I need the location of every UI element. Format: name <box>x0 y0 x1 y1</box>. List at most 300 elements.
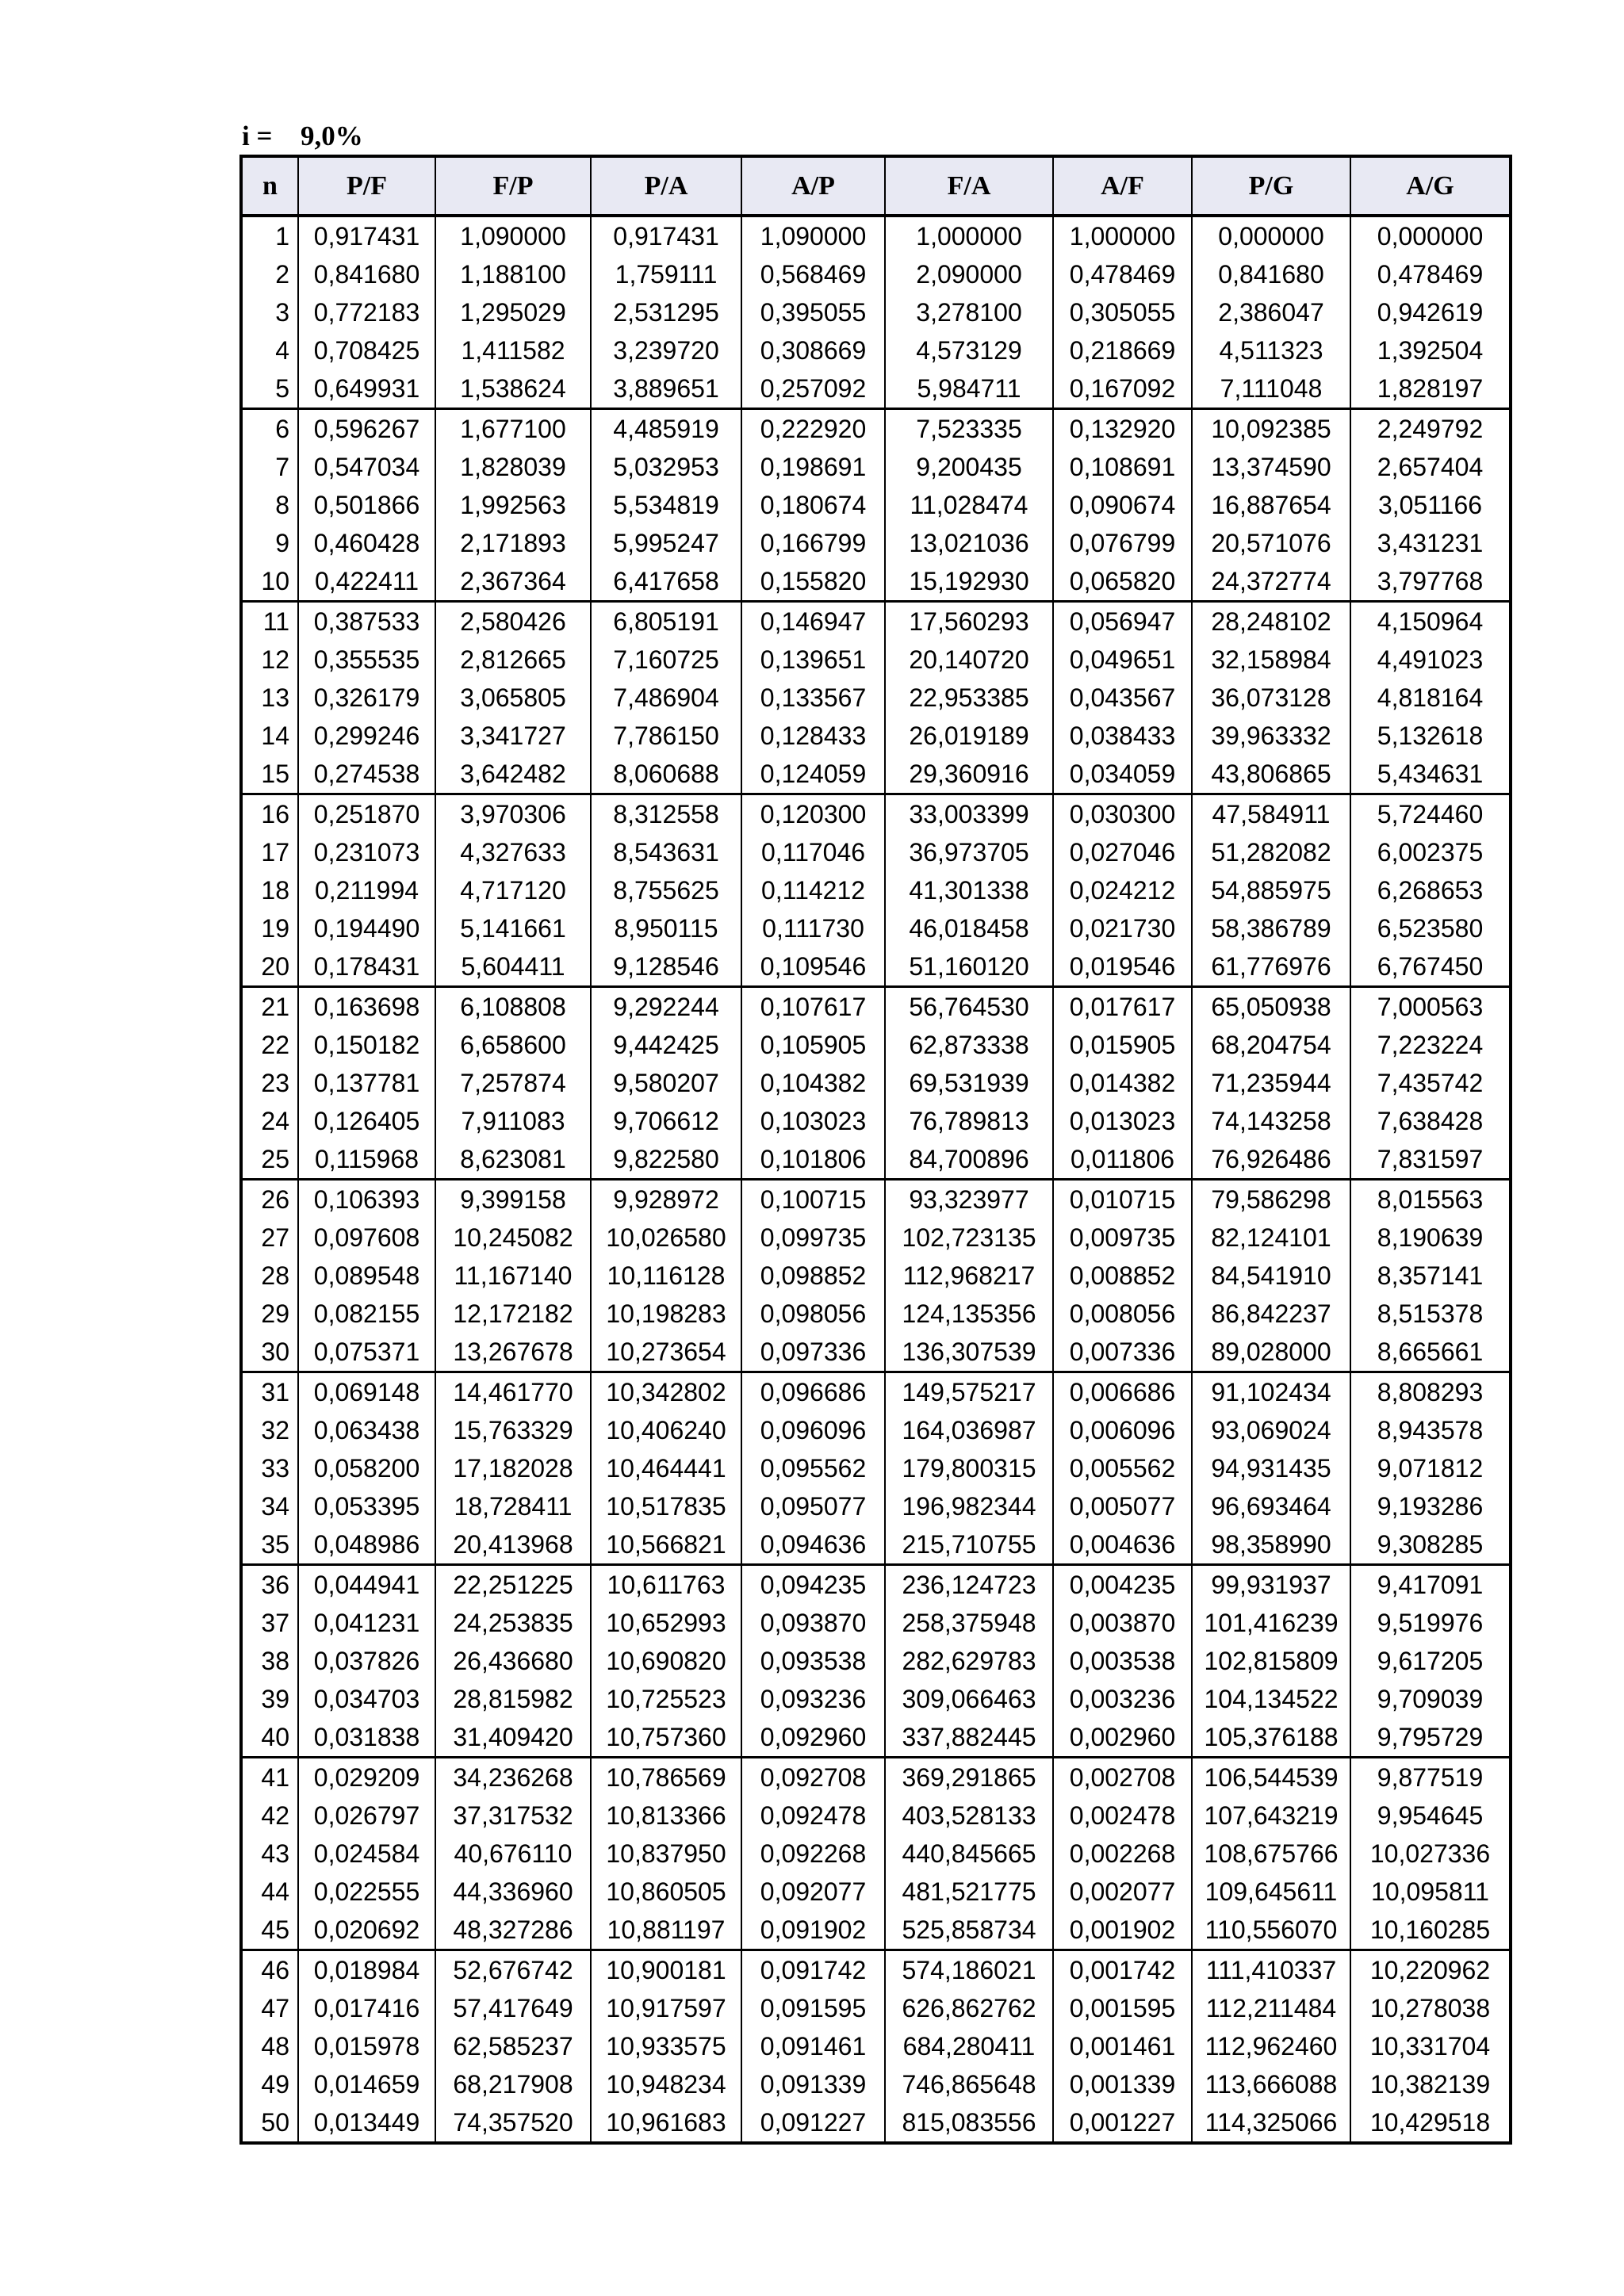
table-cell: 258,375948 <box>885 1604 1053 1642</box>
table-cell: 8,060688 <box>591 755 741 794</box>
table-cell: 10,245082 <box>435 1219 591 1257</box>
table-cell: 9,822580 <box>591 1140 741 1180</box>
table-cell: 0,568469 <box>741 255 885 293</box>
table-cell: 9,795729 <box>1350 1718 1511 1758</box>
table-cell: 9,580207 <box>591 1064 741 1102</box>
table-row <box>241 331 1511 369</box>
table-cell: 10,517835 <box>591 1487 741 1525</box>
table-cell-n: 20 <box>241 947 298 987</box>
table-cell: 84,700896 <box>885 1140 1053 1180</box>
table-cell: 0,478469 <box>1350 255 1511 293</box>
table-row <box>241 2027 1511 2065</box>
table-row <box>241 486 1511 524</box>
table-cell: 2,657404 <box>1350 448 1511 486</box>
table-cell: 108,675766 <box>1192 1835 1350 1873</box>
table-cell: 13,267678 <box>435 1333 591 1372</box>
table-cell: 0,163698 <box>298 987 435 1027</box>
table-cell: 0,001902 <box>1053 1911 1192 1950</box>
table-row <box>241 755 1511 794</box>
table-cell: 0,013023 <box>1053 1102 1192 1140</box>
table-row <box>241 602 1511 641</box>
table-cell: 9,399158 <box>435 1180 591 1219</box>
table-cell: 0,020692 <box>298 1911 435 1950</box>
table-row <box>241 409 1511 449</box>
table-cell: 0,029209 <box>298 1758 435 1797</box>
table-cell: 3,065805 <box>435 679 591 717</box>
table-cell: 10,429518 <box>1350 2103 1511 2143</box>
table-row <box>241 833 1511 871</box>
table-cell-n: 43 <box>241 1835 298 1873</box>
table-cell: 2,090000 <box>885 255 1053 293</box>
table-cell: 109,645611 <box>1192 1873 1350 1911</box>
table-cell: 0,099735 <box>741 1219 885 1257</box>
table-row <box>241 255 1511 293</box>
table-cell: 4,491023 <box>1350 641 1511 679</box>
table-cell: 0,011806 <box>1053 1140 1192 1180</box>
table-cell: 0,024212 <box>1053 871 1192 909</box>
table-row <box>241 1642 1511 1680</box>
table-cell: 10,948234 <box>591 2065 741 2103</box>
table-cell: 8,623081 <box>435 1140 591 1180</box>
table-cell: 94,931435 <box>1192 1449 1350 1487</box>
column-header-n: n <box>241 156 298 216</box>
table-cell: 10,220962 <box>1350 1950 1511 1990</box>
table-cell: 0,111730 <box>741 909 885 947</box>
table-cell: 0,091742 <box>741 1950 885 1990</box>
table-cell-n: 23 <box>241 1064 298 1102</box>
table-cell: 112,962460 <box>1192 2027 1350 2065</box>
table-row <box>241 1873 1511 1911</box>
table-cell: 20,571076 <box>1192 524 1350 562</box>
table-cell: 0,092077 <box>741 1873 885 1911</box>
table-row <box>241 1064 1511 1102</box>
table-row <box>241 1989 1511 2027</box>
table-cell: 10,757360 <box>591 1718 741 1758</box>
table-cell: 10,198283 <box>591 1295 741 1333</box>
table-cell: 0,133567 <box>741 679 885 717</box>
table-cell: 0,841680 <box>298 255 435 293</box>
table-cell: 0,041231 <box>298 1604 435 1642</box>
table-cell: 0,150182 <box>298 1026 435 1064</box>
table-cell: 0,139651 <box>741 641 885 679</box>
table-cell: 86,842237 <box>1192 1295 1350 1333</box>
table-row <box>241 717 1511 755</box>
table-cell: 96,693464 <box>1192 1487 1350 1525</box>
table-cell: 0,092708 <box>741 1758 885 1797</box>
table-cell: 1,677100 <box>435 409 591 449</box>
table-cell: 0,649931 <box>298 369 435 409</box>
table-cell: 29,360916 <box>885 755 1053 794</box>
table-cell: 10,092385 <box>1192 409 1350 449</box>
table-header-row <box>241 156 1511 216</box>
table-cell-n: 22 <box>241 1026 298 1064</box>
table-cell: 113,666088 <box>1192 2065 1350 2103</box>
table-cell: 26,436680 <box>435 1642 591 1680</box>
table-cell: 0,043567 <box>1053 679 1192 717</box>
table-cell: 62,873338 <box>885 1026 1053 1064</box>
table-cell-n: 12 <box>241 641 298 679</box>
table-cell: 10,961683 <box>591 2103 741 2143</box>
table-cell: 2,531295 <box>591 293 741 331</box>
table-cell-n: 38 <box>241 1642 298 1680</box>
table-cell: 7,000563 <box>1350 987 1511 1027</box>
interest-rate-label: i = <box>242 121 273 151</box>
table-cell: 68,204754 <box>1192 1026 1350 1064</box>
table-row <box>241 1180 1511 1219</box>
table-cell: 17,182028 <box>435 1449 591 1487</box>
table-cell: 0,007336 <box>1053 1333 1192 1372</box>
table-cell: 5,995247 <box>591 524 741 562</box>
table-cell: 0,231073 <box>298 833 435 871</box>
table-cell-n: 18 <box>241 871 298 909</box>
table-cell-n: 19 <box>241 909 298 947</box>
table-cell: 0,044941 <box>298 1565 435 1605</box>
table-cell: 114,325066 <box>1192 2103 1350 2143</box>
table-cell: 62,585237 <box>435 2027 591 2065</box>
table-cell: 7,523335 <box>885 409 1053 449</box>
table-cell: 1,828039 <box>435 448 591 486</box>
table-cell: 0,137781 <box>298 1064 435 1102</box>
column-header-f-p: F/P <box>435 156 591 216</box>
table-cell: 481,521775 <box>885 1873 1053 1911</box>
table-cell: 0,063438 <box>298 1411 435 1449</box>
table-cell: 0,000000 <box>1350 216 1511 255</box>
table-cell: 0,008852 <box>1053 1257 1192 1295</box>
table-cell: 3,642482 <box>435 755 591 794</box>
table-cell: 0,096686 <box>741 1372 885 1412</box>
table-cell: 4,573129 <box>885 331 1053 369</box>
table-cell: 65,050938 <box>1192 987 1350 1027</box>
table-cell: 40,676110 <box>435 1835 591 1873</box>
table-cell: 6,658600 <box>435 1026 591 1064</box>
table-row <box>241 1950 1511 1990</box>
table-cell: 7,223224 <box>1350 1026 1511 1064</box>
table-cell: 3,889651 <box>591 369 741 409</box>
table-cell: 10,026580 <box>591 1219 741 1257</box>
table-cell-n: 13 <box>241 679 298 717</box>
table-cell: 4,511323 <box>1192 331 1350 369</box>
table-cell: 0,026797 <box>298 1797 435 1835</box>
table-cell: 1,090000 <box>741 216 885 255</box>
table-row <box>241 1911 1511 1950</box>
table-cell: 0,095077 <box>741 1487 885 1525</box>
table-cell: 7,831597 <box>1350 1140 1511 1180</box>
table-cell-n: 34 <box>241 1487 298 1525</box>
table-cell: 10,611763 <box>591 1565 741 1605</box>
table-cell: 7,257874 <box>435 1064 591 1102</box>
table-cell: 107,643219 <box>1192 1797 1350 1835</box>
column-header-f-a: F/A <box>885 156 1053 216</box>
table-cell: 6,417658 <box>591 562 741 602</box>
table-cell: 1,759111 <box>591 255 741 293</box>
table-cell: 0,004235 <box>1053 1565 1192 1605</box>
table-cell: 34,236268 <box>435 1758 591 1797</box>
table-cell: 0,091902 <box>741 1911 885 1950</box>
table-cell: 0,091227 <box>741 2103 885 2143</box>
table-cell: 0,010715 <box>1053 1180 1192 1219</box>
table-cell-n: 40 <box>241 1718 298 1758</box>
table-cell: 9,617205 <box>1350 1642 1511 1680</box>
table-cell: 574,186021 <box>885 1950 1053 1990</box>
table-cell: 5,141661 <box>435 909 591 947</box>
table-cell: 0,002077 <box>1053 1873 1192 1911</box>
table-row <box>241 1219 1511 1257</box>
table-cell: 0,091339 <box>741 2065 885 2103</box>
table-cell: 0,021730 <box>1053 909 1192 947</box>
table-cell: 7,486904 <box>591 679 741 717</box>
table-cell: 8,190639 <box>1350 1219 1511 1257</box>
table-cell-n: 31 <box>241 1372 298 1412</box>
table-cell: 11,028474 <box>885 486 1053 524</box>
table-cell: 76,926486 <box>1192 1140 1350 1180</box>
table-row <box>241 1718 1511 1758</box>
table-cell: 626,862762 <box>885 1989 1053 2027</box>
table-cell-n: 28 <box>241 1257 298 1295</box>
table-cell: 10,860505 <box>591 1873 741 1911</box>
table-cell: 74,143258 <box>1192 1102 1350 1140</box>
table-cell: 28,815982 <box>435 1680 591 1718</box>
table-cell-n: 15 <box>241 755 298 794</box>
table-cell: 9,308285 <box>1350 1525 1511 1565</box>
table-cell: 7,160725 <box>591 641 741 679</box>
table-cell: 282,629783 <box>885 1642 1053 1680</box>
table-cell: 10,786569 <box>591 1758 741 1797</box>
table-cell: 3,341727 <box>435 717 591 755</box>
table-cell: 6,767450 <box>1350 947 1511 987</box>
table-cell: 44,336960 <box>435 1873 591 1911</box>
table-cell: 48,327286 <box>435 1911 591 1950</box>
table-cell-n: 5 <box>241 369 298 409</box>
table-cell: 2,812665 <box>435 641 591 679</box>
table-cell: 815,083556 <box>885 2103 1053 2143</box>
column-header-a-f: A/F <box>1053 156 1192 216</box>
table-cell: 0,101806 <box>741 1140 885 1180</box>
table-row <box>241 216 1511 255</box>
table-cell: 0,091595 <box>741 1989 885 2027</box>
table-cell: 102,723135 <box>885 1219 1053 1257</box>
table-cell: 7,638428 <box>1350 1102 1511 1140</box>
table-cell: 2,580426 <box>435 602 591 641</box>
table-cell: 51,282082 <box>1192 833 1350 871</box>
table-cell: 0,107617 <box>741 987 885 1027</box>
table-cell: 0,093236 <box>741 1680 885 1718</box>
column-header-p-a: P/A <box>591 156 741 216</box>
table-cell: 69,531939 <box>885 1064 1053 1102</box>
table-cell: 0,097336 <box>741 1333 885 1372</box>
table-cell: 82,124101 <box>1192 1219 1350 1257</box>
table-cell: 149,575217 <box>885 1372 1053 1412</box>
table-cell: 0,128433 <box>741 717 885 755</box>
table-cell: 98,358990 <box>1192 1525 1350 1565</box>
table-row <box>241 1257 1511 1295</box>
table-cell: 4,485919 <box>591 409 741 449</box>
table-cell-n: 44 <box>241 1873 298 1911</box>
table-cell: 9,706612 <box>591 1102 741 1140</box>
table-cell: 6,108808 <box>435 987 591 1027</box>
table-cell: 10,095811 <box>1350 1873 1511 1911</box>
table-cell: 104,134522 <box>1192 1680 1350 1718</box>
table-cell: 22,251225 <box>435 1565 591 1605</box>
table-cell: 525,858734 <box>885 1911 1053 1950</box>
table-cell: 11,167140 <box>435 1257 591 1295</box>
table-cell: 0,006096 <box>1053 1411 1192 1449</box>
table-cell: 236,124723 <box>885 1565 1053 1605</box>
table-cell: 0,013449 <box>298 2103 435 2143</box>
table-cell: 10,406240 <box>591 1411 741 1449</box>
table-cell: 102,815809 <box>1192 1642 1350 1680</box>
table-cell: 0,308669 <box>741 331 885 369</box>
table-cell: 10,725523 <box>591 1680 741 1718</box>
table-cell: 105,376188 <box>1192 1718 1350 1758</box>
table-cell: 0,096096 <box>741 1411 885 1449</box>
table-cell: 164,036987 <box>885 1411 1053 1449</box>
table-cell: 4,327633 <box>435 833 591 871</box>
table-cell: 1,992563 <box>435 486 591 524</box>
table-cell: 0,114212 <box>741 871 885 909</box>
table-cell: 0,326179 <box>298 679 435 717</box>
table-cell: 9,128546 <box>591 947 741 987</box>
table-cell: 0,091461 <box>741 2027 885 2065</box>
table-cell: 10,382139 <box>1350 2065 1511 2103</box>
table-cell: 9,954645 <box>1350 1797 1511 1835</box>
table-cell-n: 7 <box>241 448 298 486</box>
table-cell: 0,387533 <box>298 602 435 641</box>
table-cell: 32,158984 <box>1192 641 1350 679</box>
table-cell: 52,676742 <box>435 1950 591 1990</box>
table-row <box>241 1333 1511 1372</box>
table-cell-n: 49 <box>241 2065 298 2103</box>
table-cell-n: 21 <box>241 987 298 1027</box>
table-cell: 2,249792 <box>1350 409 1511 449</box>
table-cell: 0,274538 <box>298 755 435 794</box>
table-cell: 369,291865 <box>885 1758 1053 1797</box>
table-cell: 0,917431 <box>298 216 435 255</box>
table-cell: 0,104382 <box>741 1064 885 1102</box>
table-cell: 1,392504 <box>1350 331 1511 369</box>
table-cell: 76,789813 <box>885 1102 1053 1140</box>
table-cell: 10,566821 <box>591 1525 741 1565</box>
table-cell: 0,094636 <box>741 1525 885 1565</box>
table-cell: 0,109546 <box>741 947 885 987</box>
table-cell: 22,953385 <box>885 679 1053 717</box>
table-cell: 0,092478 <box>741 1797 885 1835</box>
table-cell: 0,082155 <box>298 1295 435 1333</box>
table-row <box>241 871 1511 909</box>
table-cell: 10,837950 <box>591 1835 741 1873</box>
table-cell: 56,764530 <box>885 987 1053 1027</box>
table-cell: 0,058200 <box>298 1449 435 1487</box>
table-cell: 8,665661 <box>1350 1333 1511 1372</box>
table-cell: 36,973705 <box>885 833 1053 871</box>
table-cell: 1,188100 <box>435 255 591 293</box>
table-cell: 57,417649 <box>435 1989 591 2027</box>
table-cell: 1,411582 <box>435 331 591 369</box>
table-cell: 10,464441 <box>591 1449 741 1487</box>
table-cell: 0,708425 <box>298 331 435 369</box>
table-cell: 18,728411 <box>435 1487 591 1525</box>
table-cell: 5,132618 <box>1350 717 1511 755</box>
table-cell: 58,386789 <box>1192 909 1350 947</box>
table-cell: 0,355535 <box>298 641 435 679</box>
table-cell: 16,887654 <box>1192 486 1350 524</box>
table-row <box>241 2065 1511 2103</box>
table-cell: 2,171893 <box>435 524 591 562</box>
table-cell: 93,323977 <box>885 1180 1053 1219</box>
table-cell: 403,528133 <box>885 1797 1053 1835</box>
table-cell: 4,150964 <box>1350 602 1511 641</box>
table-cell: 0,146947 <box>741 602 885 641</box>
table-cell: 0,257092 <box>741 369 885 409</box>
table-cell: 106,544539 <box>1192 1758 1350 1797</box>
table-cell: 6,268653 <box>1350 871 1511 909</box>
table-row <box>241 1411 1511 1449</box>
table-cell-n: 27 <box>241 1219 298 1257</box>
table-cell: 0,017617 <box>1053 987 1192 1027</box>
table-row <box>241 1295 1511 1333</box>
table-cell-n: 50 <box>241 2103 298 2143</box>
table-cell: 10,342802 <box>591 1372 741 1412</box>
table-cell: 0,596267 <box>298 409 435 449</box>
table-cell: 31,409420 <box>435 1718 591 1758</box>
table-cell: 10,917597 <box>591 1989 741 2027</box>
table-row <box>241 1835 1511 1873</box>
table-cell: 0,005562 <box>1053 1449 1192 1487</box>
column-header-p-g: P/G <box>1192 156 1350 216</box>
table-cell: 6,523580 <box>1350 909 1511 947</box>
table-cell: 8,943578 <box>1350 1411 1511 1449</box>
table-cell-n: 46 <box>241 1950 298 1990</box>
table-cell: 0,089548 <box>298 1257 435 1295</box>
table-cell: 20,413968 <box>435 1525 591 1565</box>
table-cell: 0,126405 <box>298 1102 435 1140</box>
table-cell: 71,235944 <box>1192 1064 1350 1102</box>
table-cell: 111,410337 <box>1192 1950 1350 1990</box>
table-cell: 5,032953 <box>591 448 741 486</box>
table-cell: 36,073128 <box>1192 679 1350 717</box>
table-cell: 0,015905 <box>1053 1026 1192 1064</box>
table-cell: 440,845665 <box>885 1835 1053 1873</box>
table-cell: 0,095562 <box>741 1449 885 1487</box>
table-cell: 89,028000 <box>1192 1333 1350 1372</box>
table-cell-n: 14 <box>241 717 298 755</box>
table-cell: 0,098852 <box>741 1257 885 1295</box>
table-cell: 0,098056 <box>741 1295 885 1333</box>
table-cell: 0,009735 <box>1053 1219 1192 1257</box>
table-cell: 5,604411 <box>435 947 591 987</box>
table-cell: 0,305055 <box>1053 293 1192 331</box>
table-cell: 0,001742 <box>1053 1950 1192 1990</box>
table-cell-n: 41 <box>241 1758 298 1797</box>
table-cell: 0,917431 <box>591 216 741 255</box>
table-row <box>241 947 1511 987</box>
table-cell: 3,278100 <box>885 293 1053 331</box>
table-cell-n: 17 <box>241 833 298 871</box>
table-cell: 9,928972 <box>591 1180 741 1219</box>
table-cell: 0,003236 <box>1053 1680 1192 1718</box>
table-cell: 0,178431 <box>298 947 435 987</box>
table-cell: 0,117046 <box>741 833 885 871</box>
table-cell: 0,065820 <box>1053 562 1192 602</box>
table-cell: 41,301338 <box>885 871 1053 909</box>
table-cell: 0,460428 <box>298 524 435 562</box>
table-cell: 0,001595 <box>1053 1989 1192 2027</box>
table-cell: 0,022555 <box>298 1873 435 1911</box>
table-cell: 0,038433 <box>1053 717 1192 755</box>
table-cell: 9,442425 <box>591 1026 741 1064</box>
table-cell: 0,093870 <box>741 1604 885 1642</box>
table-cell: 0,299246 <box>298 717 435 755</box>
table-cell: 215,710755 <box>885 1525 1053 1565</box>
